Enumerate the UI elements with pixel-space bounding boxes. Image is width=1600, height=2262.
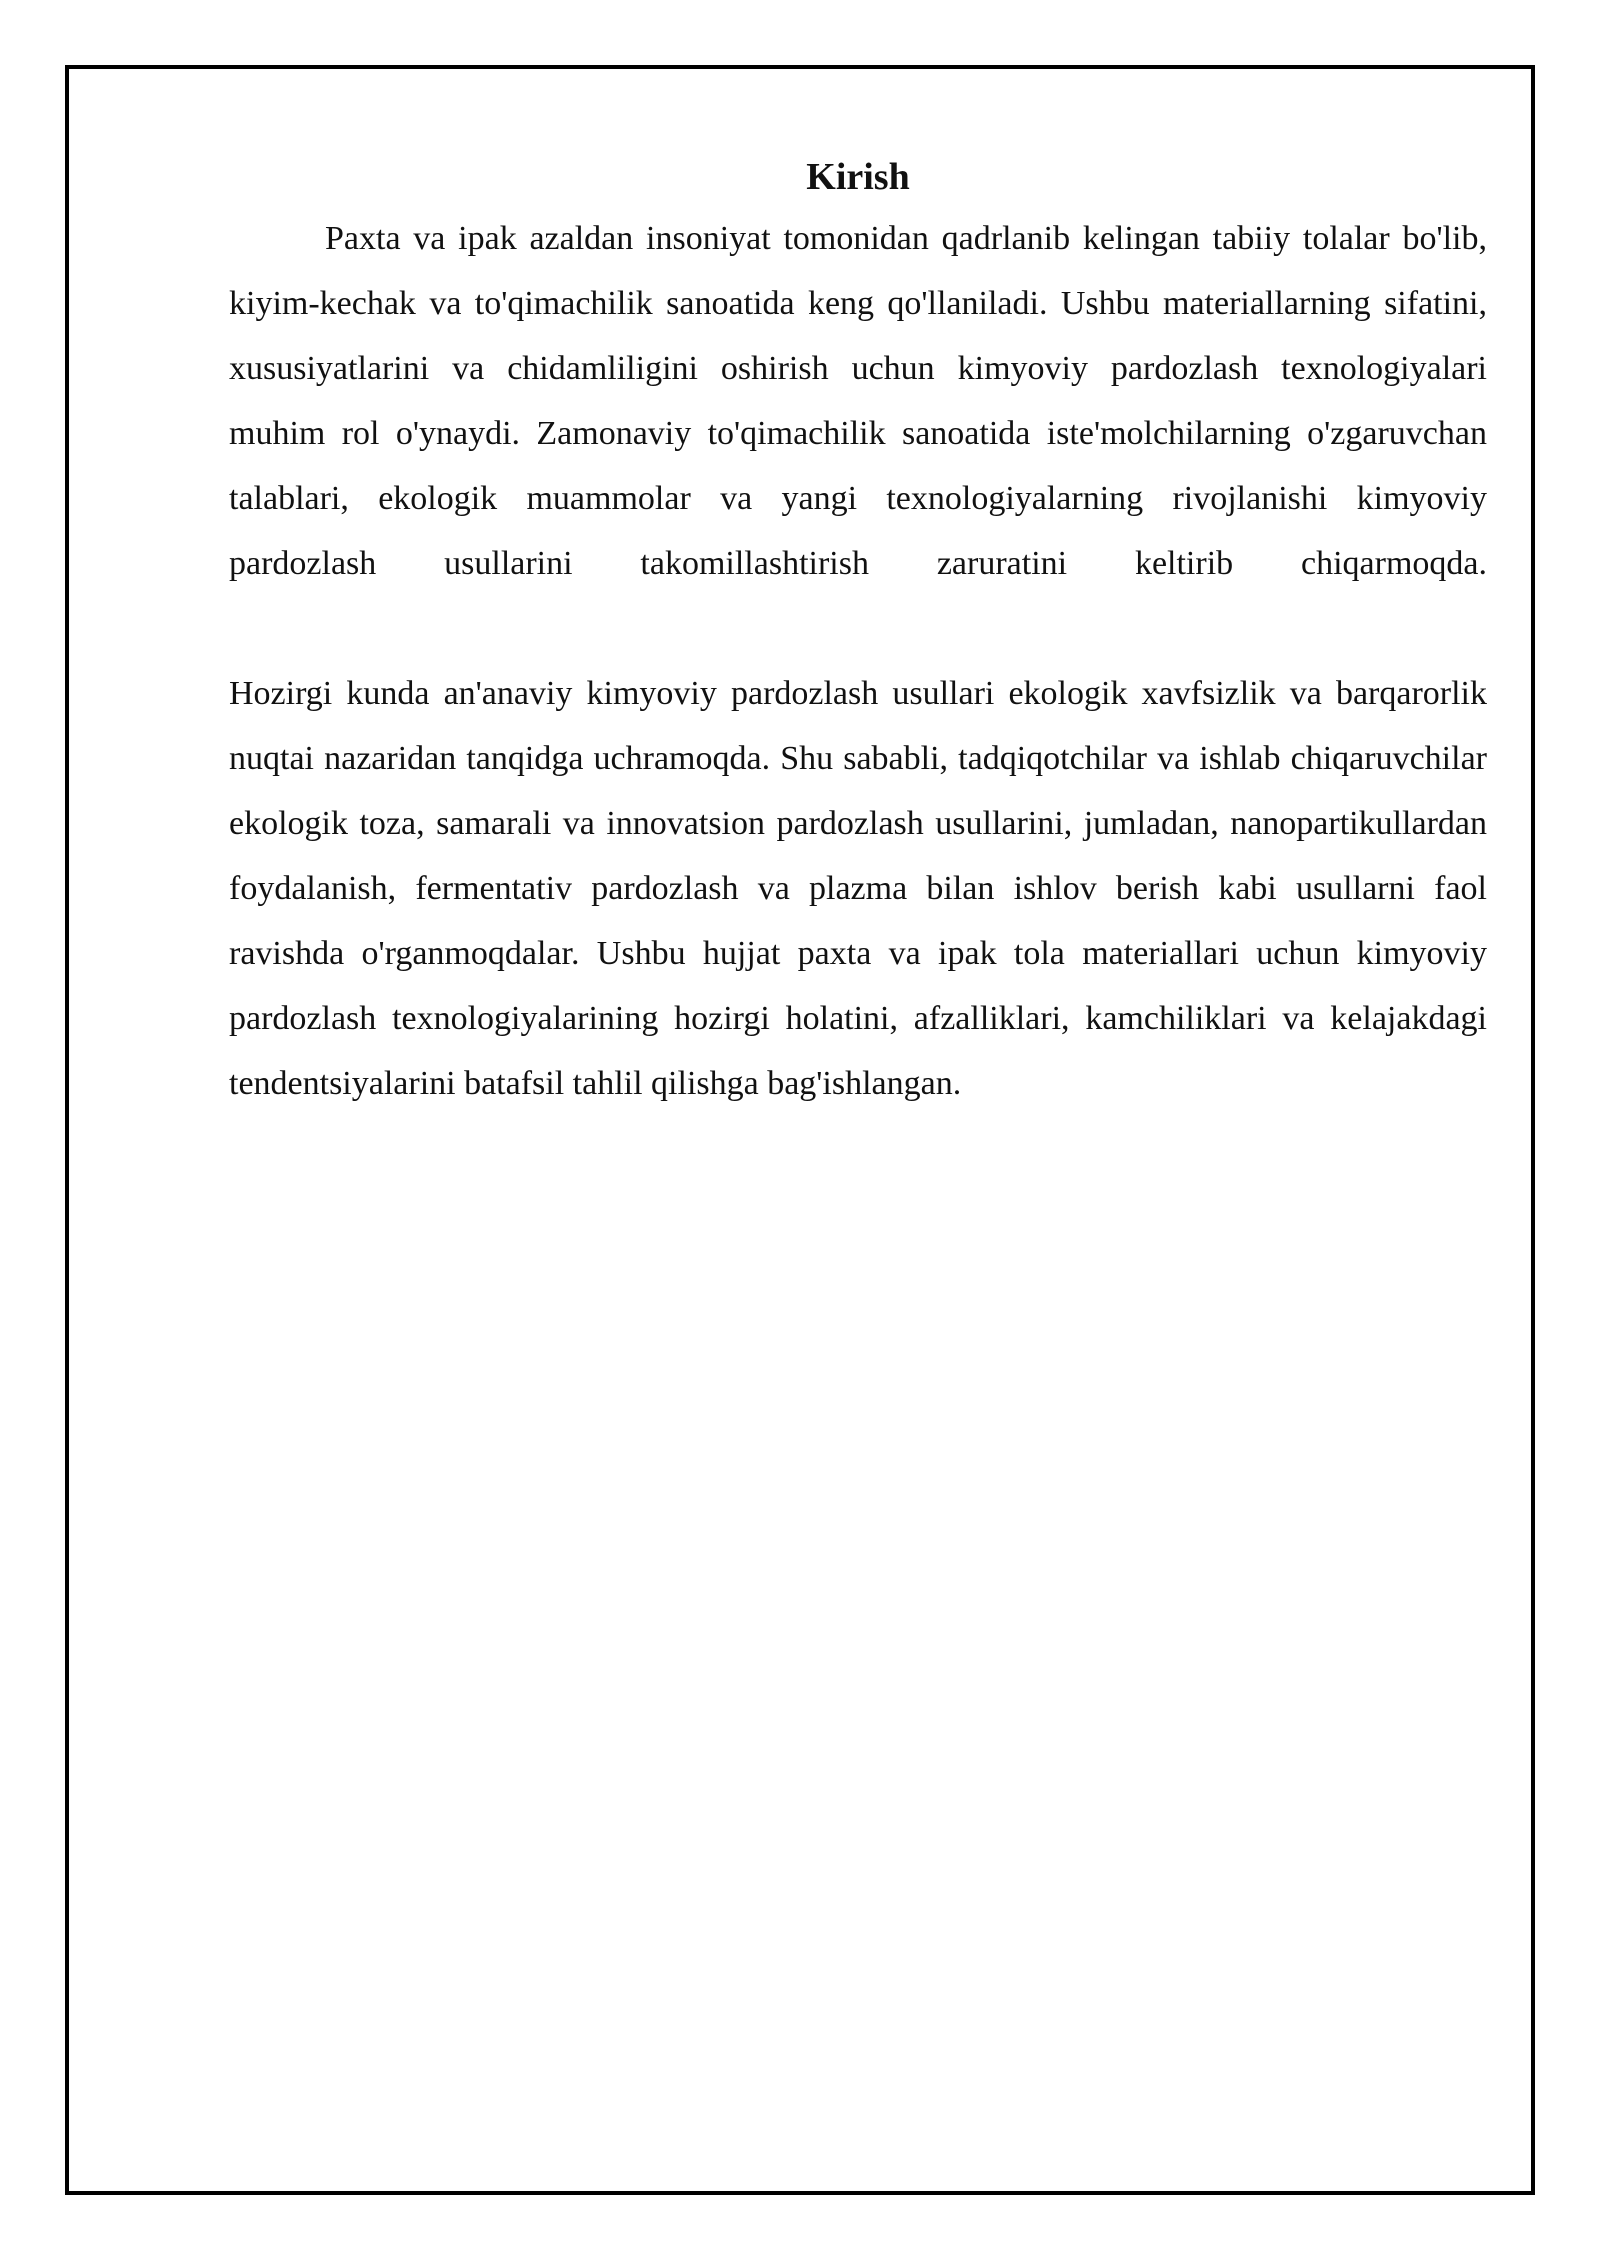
section-heading: Kirish xyxy=(806,156,910,198)
document-body xyxy=(229,150,1487,1116)
paragraph-intro: Paxta va ipak azaldan insoniyat tomonidan qadrlanib kelingan tabiiy tolalar bo'lib, kiyim-kechak va to'qimachilik sanoatida keng qo'llaniladi. Ushbu materiallarning sifatini, xususiyatlarini va chidamliligini oshirish uchun kimyoviy pardozlash texnologiyalari muhim rol o'ynaydi. Zamonaviy to'qimachilik sanoatida iste'molchilarning o'zgaruvchan talablari, ekologik muammolar va yangi texnologiyalarning rivojlanishi kimyoviy pardozlash usullarini takomillashtirish zaruratini keltirib chiqarmoqda. xyxy=(229,220,1487,582)
paragraph-spacer xyxy=(229,596,1487,661)
paragraph-current-state: Hozirgi kunda an'anaviy kimyoviy pardozlash usullari ekologik xavfsizlik va barqarorlik nuqtai nazaridan tanqidga uchramoqda. Shu sababli, tadqiqotchilar va ishlab chiqaruvchilar ekologik toza, samarali va innovatsion pardozlash usullarini, jumladan, nanopartikullardan foydalanish, fermentativ pardozlash va plazma bilan ishlov berish kabi usullarni faol ravishda o'rganmoqdalar. Ushbu hujjat paxta va ipak tola materiallari uchun kimyoviy pardozlash texnologiyalarining hozirgi holatini, afzalliklari, kamchiliklari va kelajakdagi tendentsiyalarini batafsil tahlil qilishga bag'ishlangan. xyxy=(229,675,1487,1102)
